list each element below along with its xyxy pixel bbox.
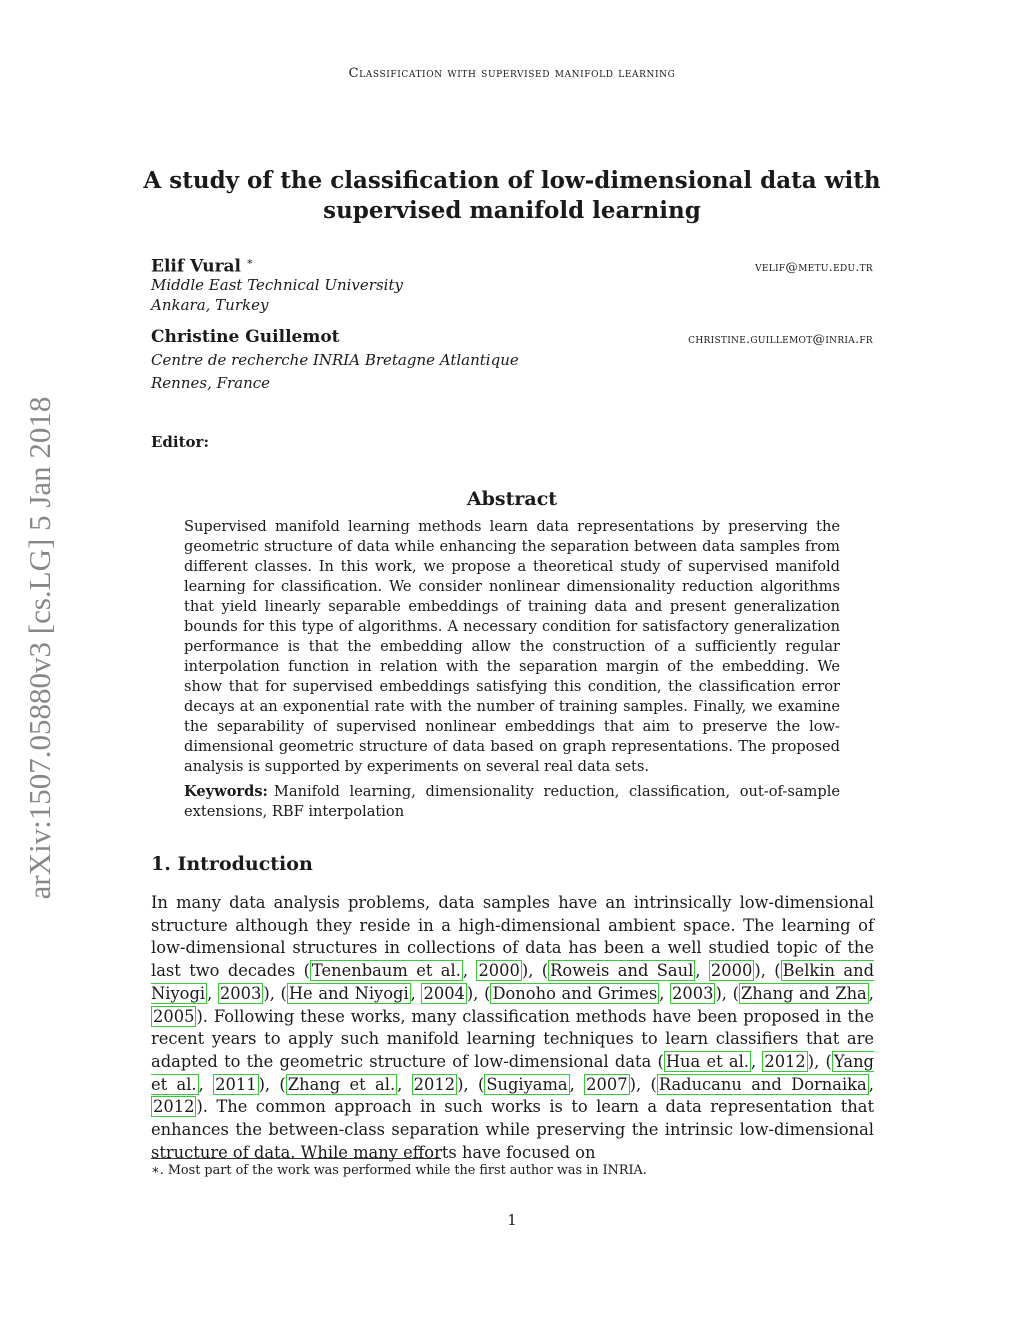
author-block-1 xyxy=(151,255,254,276)
arxiv-identifier: arXiv:1507.05880v3 [cs.LG] 5 Jan 2018 xyxy=(22,396,57,900)
page-number: 1 xyxy=(507,1211,517,1229)
keywords-label: Keywords: xyxy=(184,783,268,800)
author-block-2 xyxy=(151,327,340,347)
citation-link[interactable]: Zhang and Zha xyxy=(740,983,867,1003)
citation-link[interactable]: Donoho and Grimes xyxy=(492,983,658,1003)
footnote: ∗. Most part of the work was performed while the first author was in INRIA. xyxy=(151,1163,647,1178)
author-email: velif@metu.edu.tr xyxy=(755,259,873,274)
abstract-heading: Abstract xyxy=(466,488,558,510)
keywords xyxy=(184,782,840,822)
citation-link[interactable]: Hua et al. xyxy=(665,1051,749,1071)
footnote-divider xyxy=(151,1158,441,1159)
citation-link[interactable]: 2003 xyxy=(219,983,262,1003)
introduction-text: In many data analysis problems, data samples have an intrinsically low-dimensional structure although they reside in a high-dimensional ambient space. The learning of low-dimensional structures in collections of data has been a well studied topic of the last two decades ( Tenenbaum et al. , 2000 ), ( Roweis and Saul , 2000 ), ( Belkin and Niyogi , 2003 ), ( He and Niyogi , 2004 ), ( Donoho and Grimes , 2003 ), ( Zhang and Zha , 2005 ). Following these works, many classification methods have been proposed in the recent years to apply such manifold learning techniques to learn classifiers that are adapted to the geometric structure of low-dimensional data ( Hua et al. , 2012 ), ( Yang et al. , 2011 ), ( Zhang et al. , 2012 ), ( Sugiyama , 2007 ), ( Raducanu and Dornaika , 2012 ). The common approach in such works is to learn a data representation that enhances the between-class separation while preserving the intrinsic low-dimensional structure of data. While many efforts have focused on xyxy=(151,893,874,1162)
citation-link[interactable]: 2000 xyxy=(710,961,753,981)
author-email: christine.guillemot@inria.fr xyxy=(688,331,873,346)
author-footnote-marker: ∗ xyxy=(246,255,254,268)
abstract-text: Supervised manifold learning methods learn data representations by preserving the geometric structure of data while enhancing the separation between data samples from different classes. In this work, we propose a theoretical study of supervised manifold learning for classification. We consider nonlinear dimensionality reduction algorithms that yield linearly separable embeddings of training data and present generalization bounds for this type of algorithms. A necessary condition for satisfactory generalization performance is that the embedding allow the construction of a sufficiently regular interpolation function in relation with the separation margin of the embedding. We show that for supervised embeddings satisfying this condition, the classification error decays at an exponential rate with the number of training samples. Finally, we examine the separability of supervised nonlinear embeddings that aim to preserve the low-dimensional geometric structure of data based on graph representations. The proposed analysis is supported by experiments on several real data sets. xyxy=(184,518,840,775)
running-head: Classification with supervised manifold learning xyxy=(348,66,676,81)
citation-link[interactable]: Sugiyama xyxy=(486,1074,568,1094)
paper-title: A study of the classification of low-dimensional data with supervised manifold learning xyxy=(143,167,881,224)
author-location: Rennes, France xyxy=(151,374,271,392)
author-name: Christine Guillemot xyxy=(151,327,340,347)
citation-link[interactable]: Tenenbaum et al. xyxy=(311,961,461,981)
citation-link[interactable]: 2004 xyxy=(423,983,465,1003)
citation-link[interactable]: Yang et al. xyxy=(151,1051,874,1094)
citation-link[interactable]: 2005 xyxy=(153,1006,195,1026)
author-name: Elif Vural xyxy=(151,256,241,277)
citation-link[interactable]: 2012 xyxy=(413,1074,456,1094)
author-location: Ankara, Turkey xyxy=(151,296,269,314)
citation-link[interactable]: Zhang et al. xyxy=(287,1074,396,1094)
citation-link[interactable]: He and Niyogi xyxy=(288,983,409,1003)
citation-link[interactable]: 2012 xyxy=(764,1051,806,1071)
citation-link[interactable]: 2012 xyxy=(153,1097,195,1117)
section-heading: 1. Introduction xyxy=(151,853,313,875)
citation-link[interactable]: Belkin and Niyogi xyxy=(151,961,874,1003)
arxiv-sidebar xyxy=(18,370,62,926)
citation-link[interactable]: Roweis and Saul xyxy=(550,961,694,981)
citation-link[interactable]: Raducanu and Dornaika xyxy=(658,1074,867,1094)
editor-label: Editor: xyxy=(151,433,209,451)
author-affiliation: Middle East Technical University xyxy=(151,276,403,294)
keywords-list: Manifold learning, dimensionality reduction, classification, out-of-sample extensions, RBF interpolation xyxy=(184,783,840,820)
citation-link[interactable]: 2011 xyxy=(215,1074,257,1094)
citation-link[interactable]: 2003 xyxy=(672,983,714,1003)
citation-link[interactable]: 2000 xyxy=(478,961,520,981)
citation-link[interactable]: 2007 xyxy=(586,1074,628,1094)
author-affiliation: Centre de recherche INRIA Bretagne Atlantique xyxy=(151,351,519,369)
